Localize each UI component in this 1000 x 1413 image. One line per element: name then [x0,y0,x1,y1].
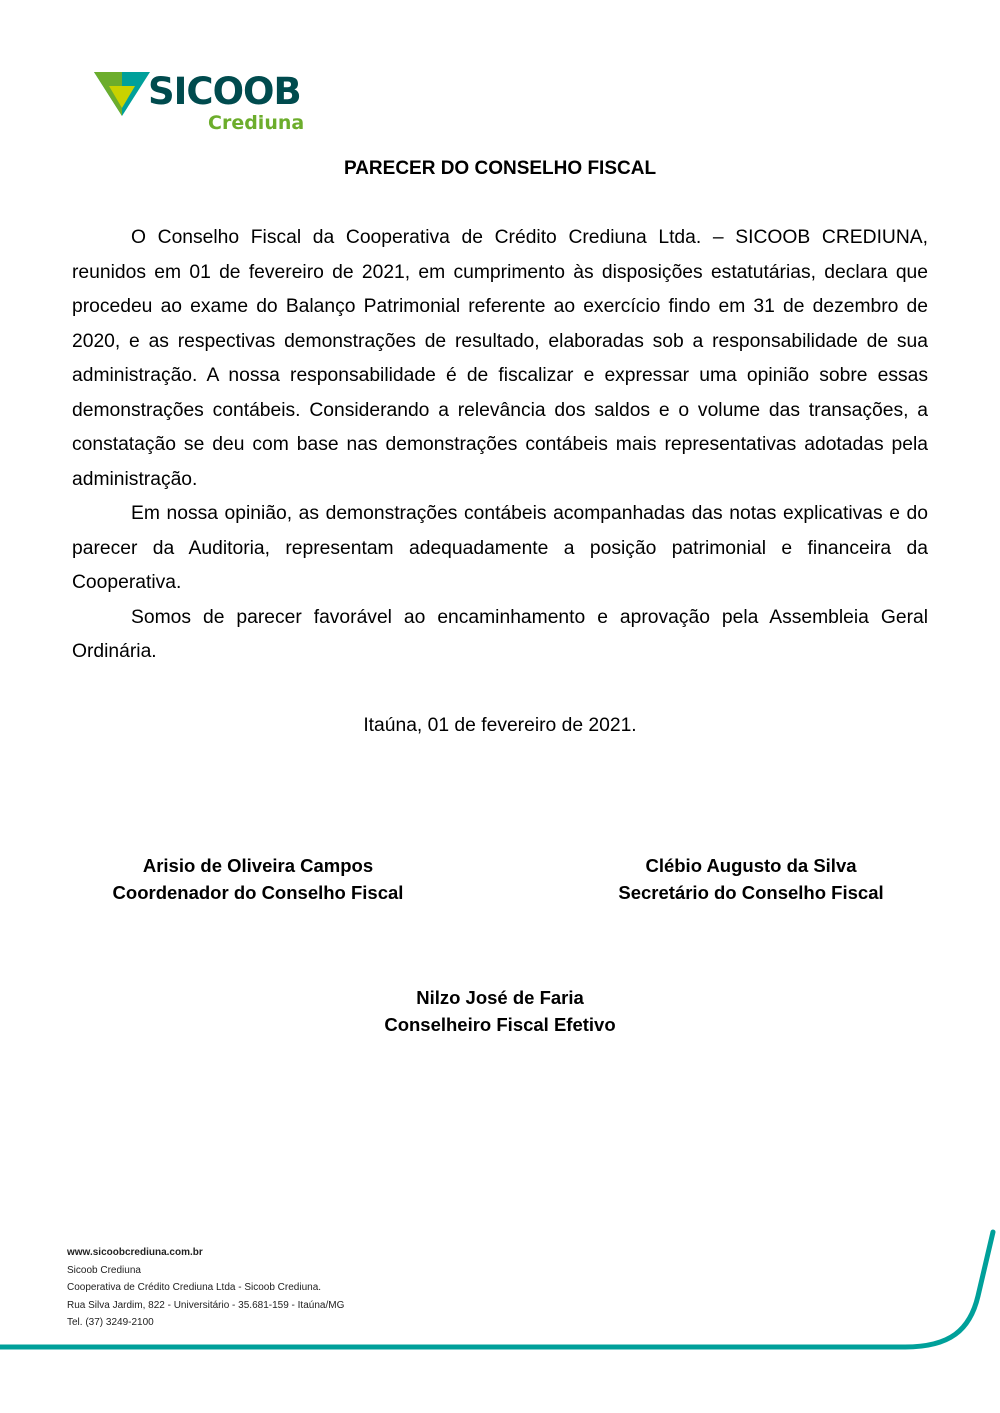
signatory-role: Conselheiro Fiscal Efetivo [384,1014,616,1035]
footer-swoosh-decoration [0,1226,1000,1356]
sicoob-logo-icon [92,70,152,120]
signature-block-member [300,984,700,1038]
paragraph-3: Somos de parecer favorável ao encaminhamento e aprovação pela Assembleia Geral Ordinária. [72,606,928,662]
document-body [72,221,928,670]
signatory-role: Coordenador do Conselho Fiscal [112,882,404,903]
footer-legal-name: Cooperativa de Crédito Crediuna Ltda - Sicoob Crediuna. [67,1282,322,1293]
footer-phone: Tel. (37) 3249-2100 [67,1317,154,1328]
company-logo [92,70,305,136]
signatory-name: Arisio de Oliveira Campos [142,855,374,876]
logo-subname: Crediuna [208,112,305,134]
date-line: Itaúna, 01 de fevereiro de 2021. [363,715,637,736]
signatory-name: Clébio Augusto da Silva [645,855,857,876]
footer-company: Sicoob Crediuna [67,1264,141,1276]
footer-address: Rua Silva Jardim, 822 - Universitário - 35.681-159 - Itaúna/MG [67,1299,345,1311]
signature-block-secretary [556,852,946,906]
paragraph-2: Em nossa opinião, as demonstrações contábeis acompanhadas das notas explicativas e do parecer da Auditoria, representam adequadamente a posição patrimonial e financeira da Cooperativa. [72,503,928,593]
signatory-name: Nilzo José de Faria [416,987,584,1008]
logo-name: SICOOB [148,70,301,113]
document-title: PARECER DO CONSELHO FISCAL [343,158,657,179]
paragraph-1: O Conselho Fiscal da Cooperativa de Crédito Crediuna Ltda. – SICOOB CREDIUNA, reunidos em 01 de fevereiro de 2021, em cumprimento às disposições estatutárias, declara que procedeu ao exame do Balanço Patrimonial referente ao exercício findo em 31 de dezembro de 2020, e as respectivas demonstrações de resultado, elaboradas sob a responsabilidade de sua administração. A nossa responsabilidade é de fiscalizar e expressar uma opinião sobre essas demonstrações contábeis. Considerando a relevância dos saldos e o volume das transações, a constatação se deu com base nas demonstrações contábeis mais representativas adotadas pela administração. [72,227,928,490]
signature-block-coordinator [58,852,458,906]
footer-website: www.sicoobcrediuna.com.br [67,1247,203,1258]
signatory-role: Secretário do Conselho Fiscal [618,882,884,903]
